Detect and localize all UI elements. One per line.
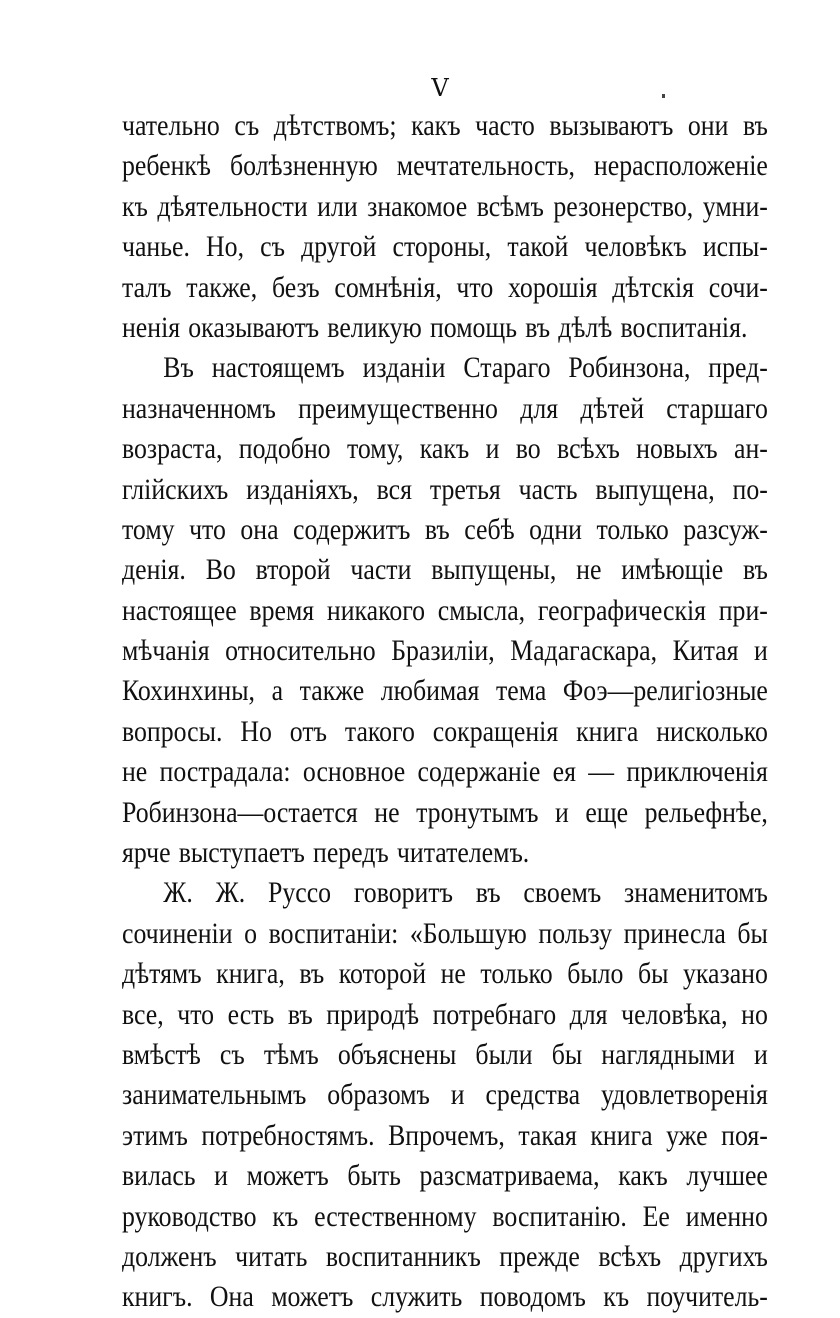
text-line: настоящее время никакого смысла, географическія при- bbox=[122, 593, 768, 627]
text-line: глійскихъ изданіяхъ, вся третья часть выпущена, по- bbox=[122, 472, 768, 506]
text-line: ярче выступаетъ передъ читателемъ. bbox=[122, 836, 530, 870]
text-line: чанье. Но, съ другой стороны, такой человѣкъ испы- bbox=[122, 230, 768, 264]
ink-speck bbox=[662, 94, 665, 98]
text-line: этимъ потребностямъ. Впрочемъ, такая книга уже поя- bbox=[122, 1118, 768, 1152]
text-line: возраста, подобно тому, какъ и во всѣхъ новыхъ ан- bbox=[122, 432, 768, 466]
text-line: талъ также, безъ сомнѣнія, что хорошія дѣтскія сочи- bbox=[122, 270, 768, 304]
text-line: тому что она содержитъ въ себѣ одни только разсуж- bbox=[122, 512, 768, 546]
text-line: руководство къ естественному воспитанію. Ее именно bbox=[122, 1199, 768, 1233]
text-line: все, что есть въ природѣ потребнаго для человѣка, но bbox=[122, 997, 768, 1031]
text-line: вмѣстѣ съ тѣмъ объяснены были бы наглядными и bbox=[122, 1037, 768, 1071]
text-line: не пострадала: основное содержаніе ея — приключенія bbox=[122, 755, 768, 789]
text-line: занимательнымъ образомъ и средства удовлетворенія bbox=[122, 1078, 768, 1112]
text-line: Кохинхины, а также любимая тема Фоэ—религіозные bbox=[122, 674, 768, 708]
text-line: къ дѣятельности или знакомое всѣмъ резонерство, умни- bbox=[122, 189, 768, 223]
text-line: долженъ читать воспитанникъ прежде всѣхъ другихъ bbox=[122, 1239, 768, 1273]
text-line: Робинзона—остается не тронутымъ и еще рельефнѣе, bbox=[122, 795, 768, 829]
text-line: ненія оказываютъ великую помощь въ дѣлѣ воспитанія. bbox=[122, 310, 748, 344]
text-line: дѣтямъ книга, въ которой не только было бы указано bbox=[122, 957, 768, 991]
text-line: денія. Во второй части выпущены, не имѣющіе въ bbox=[122, 553, 768, 587]
page-number: V bbox=[431, 74, 449, 102]
text-line: вилась и можетъ быть разсматриваема, какъ лучшее bbox=[122, 1159, 768, 1193]
paragraph-start-line: Ж. Ж. Руссо говоритъ въ своемъ знаменитомъ bbox=[163, 876, 768, 910]
text-line: мѣчанія относительно Бразиліи, Мадагаскара, Китая и bbox=[122, 634, 768, 668]
text-line: сочиненіи о воспитаніи: «Большую пользу принесла бы bbox=[122, 916, 768, 950]
text-line: вопросы. Но отъ такого сокращенія книга нисколько bbox=[122, 714, 768, 748]
text-line: чательно съ дѣтствомъ; какъ часто вызываютъ они въ bbox=[122, 109, 768, 142]
text-line: назначенномъ преимущественно для дѣтей старшаго bbox=[122, 391, 768, 425]
text-line: ребенкѣ болѣзненную мечтательность, нерасположеніе bbox=[122, 149, 768, 183]
text-line: книгъ. Она можетъ служить поводомъ къ поучитель- bbox=[122, 1280, 768, 1314]
body-text bbox=[122, 106, 768, 1318]
paragraph-start-line: Въ настоящемъ изданіи Стараго Робинзона, пред- bbox=[163, 351, 768, 385]
